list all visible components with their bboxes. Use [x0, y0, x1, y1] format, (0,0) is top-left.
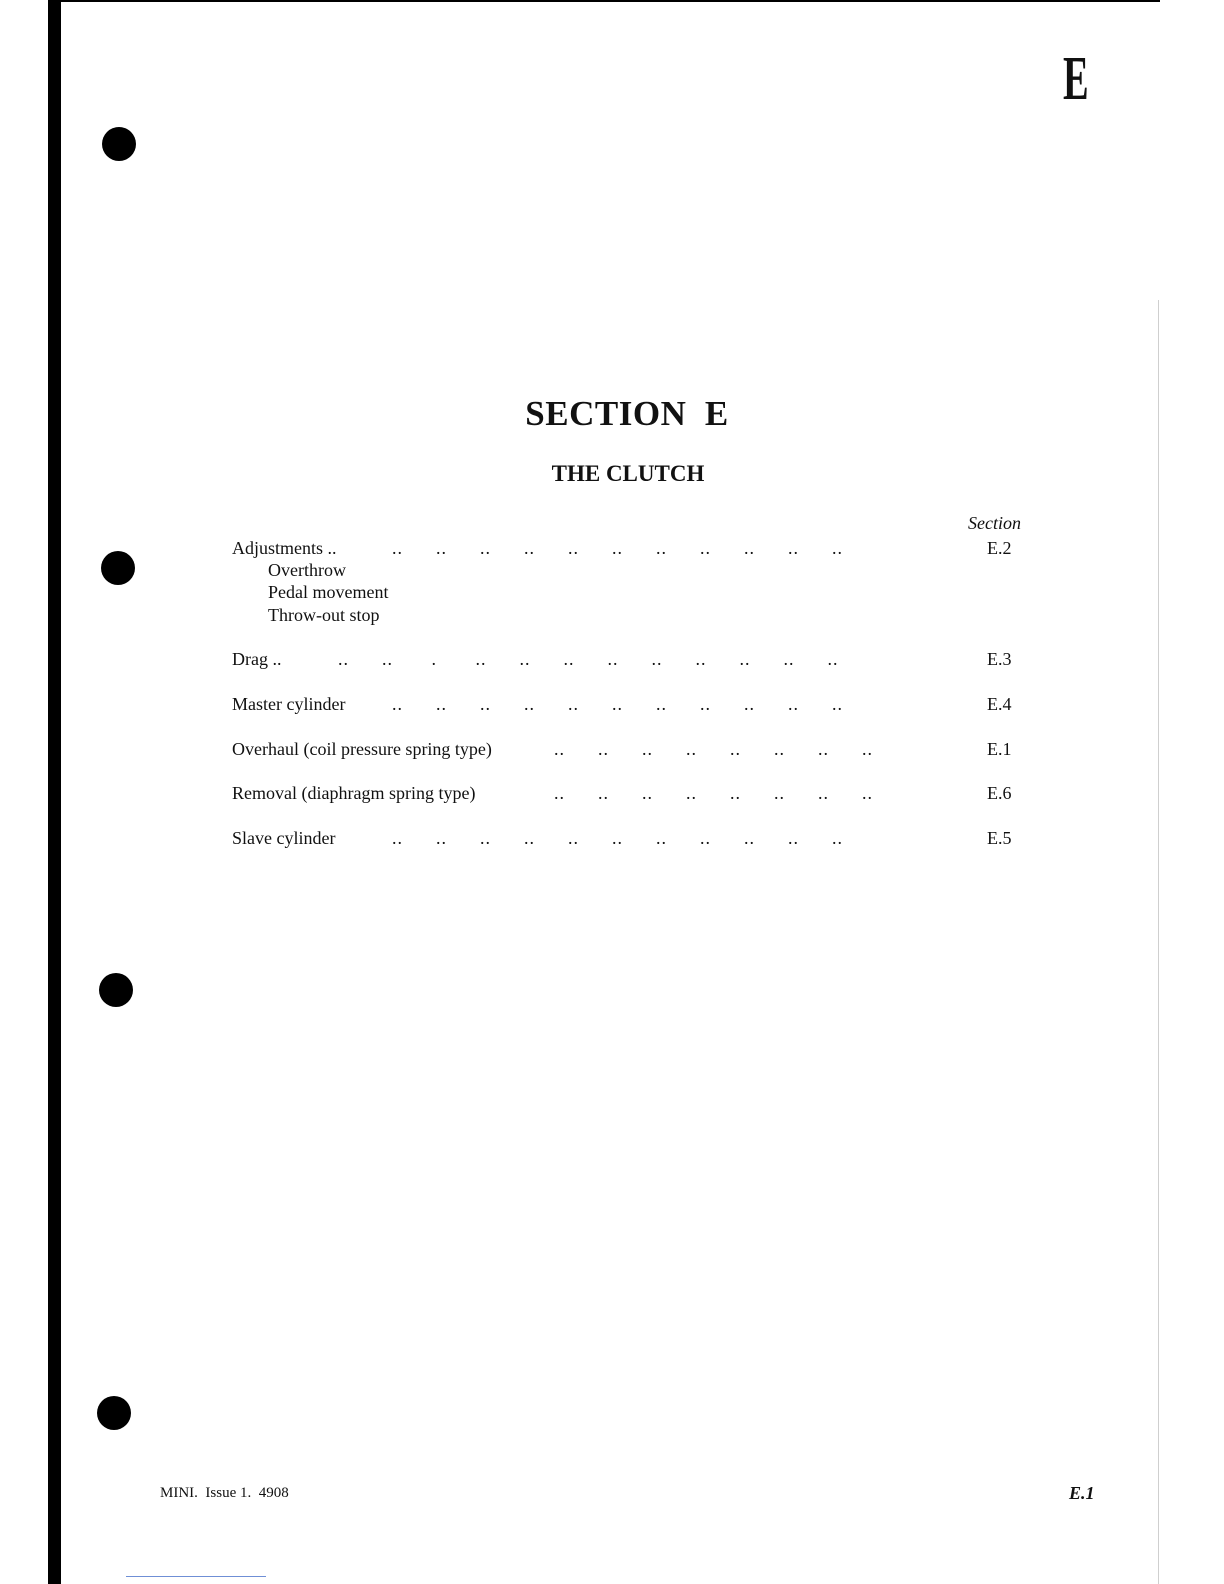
toc-section-ref: E.6 [987, 783, 1012, 803]
toc-entry [232, 737, 1012, 761]
toc-label: Overhaul (coil pressure spring type) [232, 737, 496, 761]
punch-hole [97, 1396, 131, 1430]
section-subtitle: THE CLUTCH [551, 461, 705, 486]
toc-section-ref: E.1 [987, 739, 1012, 759]
toc-label: Master cylinder [232, 692, 349, 716]
dot-leader: .. .. .. .. .. .. .. .. .. .. .. [392, 828, 843, 848]
dot-leader: .. .. .. .. .. .. .. .. [554, 739, 873, 759]
toc-entry [232, 536, 1012, 560]
section-column-header: Section [968, 513, 1021, 533]
toc-sub-item: Pedal movement [268, 582, 389, 602]
scan-artifact-line [126, 1576, 266, 1577]
section-title: SECTION E [525, 394, 729, 433]
toc-label: Drag .. [232, 647, 285, 671]
top-border-line [48, 0, 1160, 2]
toc-label: Slave cylinder [232, 826, 339, 850]
section-tab-letter: E [1063, 45, 1089, 113]
toc-entry [232, 781, 1012, 805]
toc-label: Adjustments .. [232, 536, 341, 560]
punch-hole [101, 551, 135, 585]
toc-section-ref: E.4 [987, 694, 1012, 714]
binding-edge-bar [48, 0, 61, 1584]
toc-section-ref: E.5 [987, 828, 1012, 848]
toc-entry [232, 826, 1012, 850]
toc-section-ref: E.2 [987, 538, 1012, 558]
toc-sub-item: Throw-out stop [268, 605, 380, 625]
punch-hole [99, 973, 133, 1007]
toc-sub-item: Overthrow [268, 560, 346, 580]
toc-entry [232, 692, 1012, 716]
footer-page-number: E.1 [1069, 1483, 1095, 1503]
toc-entry [232, 647, 1012, 671]
punch-hole [102, 127, 136, 161]
dot-leader: .. .. . .. .. .. .. .. .. .. .. .. [338, 649, 839, 669]
toc-section-ref: E.3 [987, 649, 1012, 669]
dot-leader: .. .. .. .. .. .. .. .. .. .. .. [392, 694, 843, 714]
footer-publication-info: MINI. Issue 1. 4908 [160, 1485, 289, 1501]
dot-leader: .. .. .. .. .. .. .. .. .. .. .. [392, 538, 843, 558]
toc-label: Removal (diaphragm spring type) [232, 781, 479, 805]
right-page-edge [1158, 300, 1159, 1584]
dot-leader: .. .. .. .. .. .. .. .. [554, 783, 873, 803]
